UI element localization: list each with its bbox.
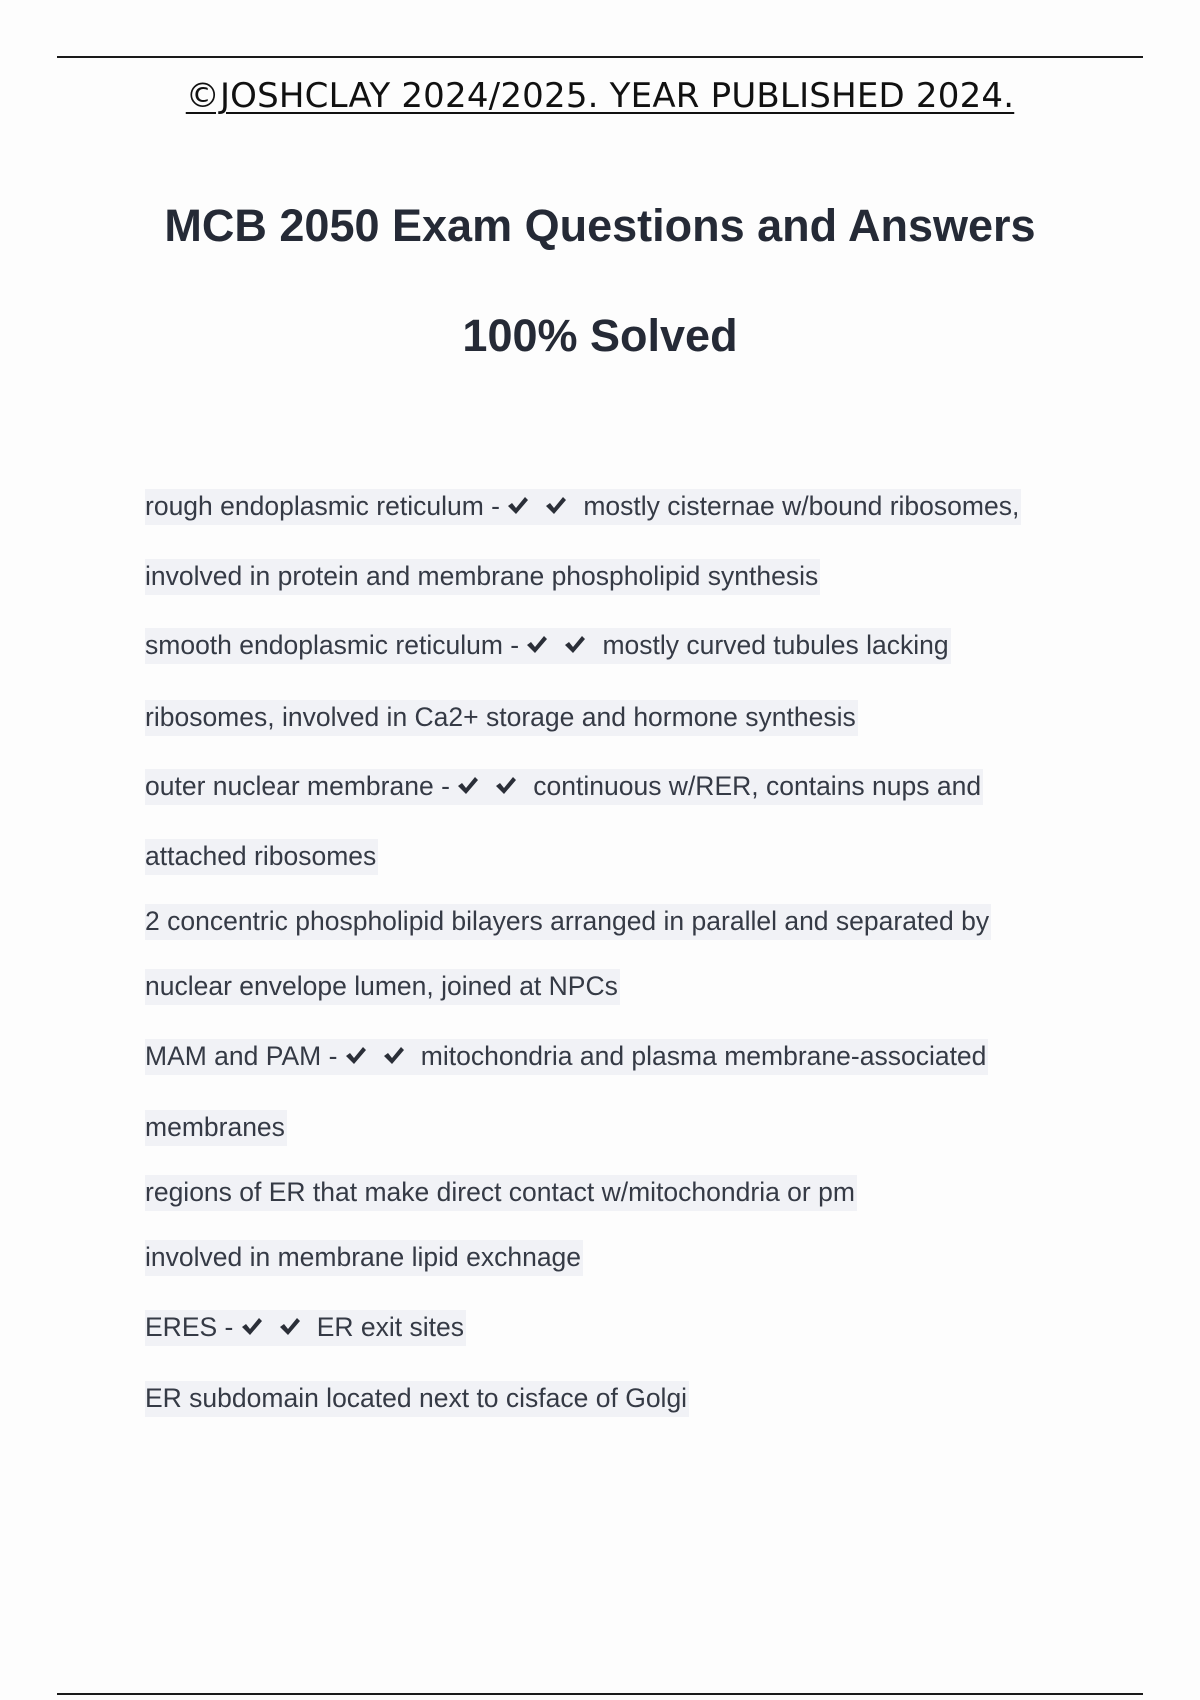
entry-answer-continued: ribosomes, involved in Ca2+ storage and hormone synthesis	[145, 700, 858, 734]
entry-term: outer nuclear membrane -	[145, 771, 458, 801]
entry-outer-nuclear-membrane	[145, 769, 983, 803]
entry-term: ERES -	[145, 1312, 241, 1342]
entry-answer-continued: attached ribosomes	[145, 839, 378, 873]
entry-answer-continued: 2 concentric phospholipid bilayers arranged in parallel and separated by	[145, 904, 991, 938]
double-check-icon	[383, 1044, 413, 1068]
double-check-icon	[279, 1315, 309, 1339]
entry-smooth-er	[145, 628, 951, 662]
copyright-text: ©JOSHCLAY 2024/2025. YEAR PUBLISHED 2024.	[185, 76, 1015, 116]
entry-answer-continued: ER subdomain located next to cisface of Golgi	[145, 1381, 689, 1415]
entry-answer: ER exit sites	[316, 1312, 464, 1342]
double-check-icon	[564, 633, 594, 657]
double-check-icon	[526, 633, 556, 657]
entry-answer-continued: nuclear envelope lumen, joined at NPCs	[145, 969, 620, 1003]
entry-answer: mostly cisternae w/bound ribosomes,	[583, 491, 1020, 521]
double-check-icon	[241, 1315, 271, 1339]
document-subtitle: 100% Solved	[462, 310, 738, 361]
entry-mam-pam	[145, 1039, 988, 1073]
entry-eres	[145, 1310, 466, 1344]
entry-term: MAM and PAM -	[145, 1041, 345, 1071]
entry-answer: mostly curved tubules lacking	[602, 630, 949, 660]
entry-answer-continued: involved in membrane lipid exchnage	[145, 1240, 583, 1274]
entry-answer-continued: membranes	[145, 1110, 287, 1144]
entry-rough-er	[145, 489, 1021, 523]
entry-term: rough endoplasmic reticulum -	[145, 491, 508, 521]
entry-answer-continued: regions of ER that make direct contact w/mitochondria or pm	[145, 1175, 857, 1209]
copyright-header	[0, 76, 1200, 116]
bottom-rule	[57, 1693, 1143, 1695]
double-check-icon	[545, 494, 575, 518]
entry-answer: continuous w/RER, contains nups and	[533, 771, 982, 801]
double-check-icon	[507, 494, 537, 518]
double-check-icon	[495, 774, 525, 798]
entry-answer-continued: involved in protein and membrane phospholipid synthesis	[145, 559, 820, 593]
double-check-icon	[457, 774, 487, 798]
double-check-icon	[345, 1044, 375, 1068]
top-rule	[57, 56, 1143, 58]
document-title: MCB 2050 Exam Questions and Answers	[164, 200, 1036, 251]
entry-term: smooth endoplasmic reticulum -	[145, 630, 527, 660]
entry-answer: mitochondria and plasma membrane-associated	[420, 1041, 987, 1071]
